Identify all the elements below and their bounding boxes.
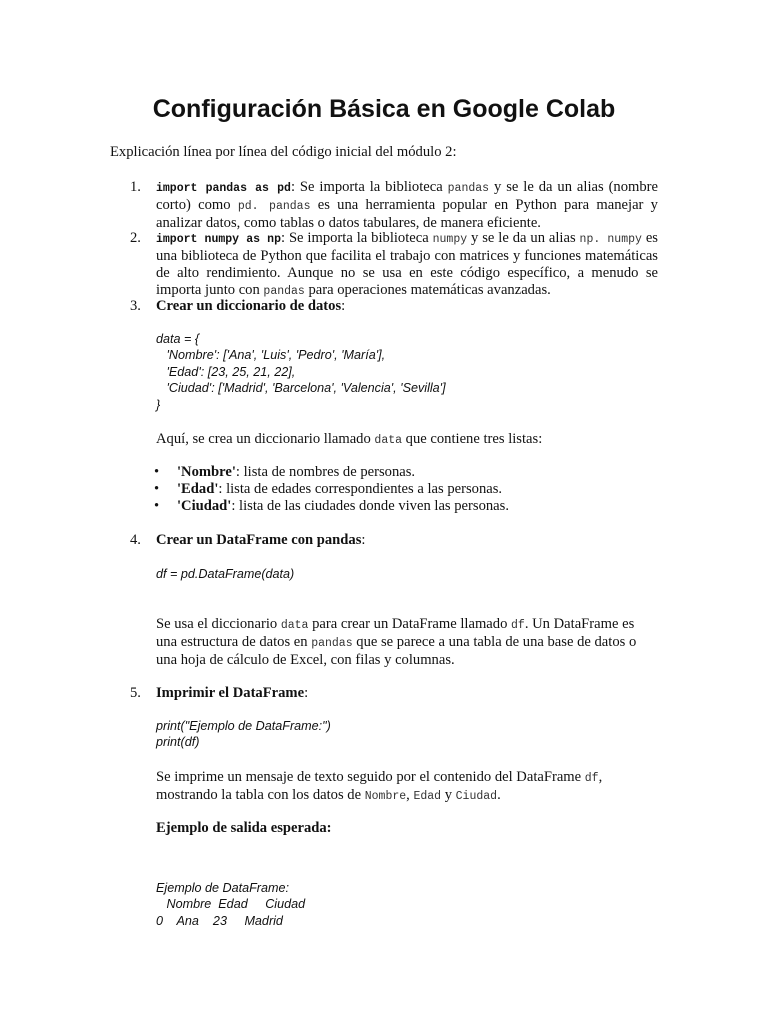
- item-1-text-a: : Se importa la biblioteca: [290, 179, 448, 195]
- output-block: [156, 880, 305, 929]
- code-line: }: [156, 397, 161, 412]
- item-2-code-pandas: pandas: [263, 285, 305, 298]
- item-5-paragraph-end: .: [497, 787, 501, 803]
- item-4-code-block: [156, 566, 294, 582]
- output-line: 0 Ana 23 Madrid: [156, 913, 283, 928]
- code-line: df = pd.DataFrame(data): [156, 567, 295, 581]
- item-2-text-d: para operaciones matemáticas avanzadas.: [304, 282, 551, 298]
- item-3-code-block: [156, 331, 446, 413]
- item-3-heading-line: [156, 298, 345, 315]
- output-line: Ejemplo de DataFrame:: [156, 881, 289, 895]
- item-4-paragraph-d: que se parece a una tabla de una base de datos o una hoja de cálculo de Excel, con filas y columnas.: [156, 634, 637, 668]
- item-3-heading: Crear un diccionario de datos: [156, 298, 342, 314]
- item-4-heading-line: [156, 532, 365, 549]
- list-item-text: : lista de edades correspondientes a las personas.: [218, 481, 503, 497]
- item-1-code-pd: pd. pandas: [237, 200, 311, 213]
- item-2-code-np: np. numpy: [579, 233, 642, 246]
- item-2-code-numpy: numpy: [432, 233, 468, 246]
- item-5-paragraph-a: Se imprime un mensaje de texto seguido por el contenido del DataFrame: [156, 769, 585, 785]
- code-line: print(df): [156, 735, 200, 750]
- item-2-text-a: : Se importa la biblioteca: [280, 230, 433, 246]
- bullet-icon: •: [154, 498, 160, 514]
- item-5-code-df: df: [584, 772, 599, 785]
- list-item-text: : lista de las ciudades donde viven las personas.: [231, 498, 509, 514]
- item-4-number: 4.: [130, 532, 141, 548]
- item-5-heading-line: [156, 685, 308, 702]
- list-item-key: 'Edad': [177, 481, 219, 497]
- item-5-heading: Imprimir el DataFrame: [156, 685, 305, 701]
- item-1-code: import pandas as pd: [156, 182, 291, 195]
- output-line: Nombre Edad Ciudad: [156, 897, 306, 912]
- item-5-separator: y: [441, 787, 456, 803]
- list-item: [177, 464, 415, 481]
- item-5-separator: ,: [406, 787, 414, 803]
- item-5-code-edad: Edad: [413, 790, 442, 803]
- code-line: print("Ejemplo de DataFrame:"): [156, 719, 331, 733]
- code-line: 'Ciudad': ['Madrid', 'Barcelona', 'Valencia', 'Sevilla']: [156, 381, 446, 396]
- item-5-code-nombre: Nombre: [364, 790, 407, 803]
- item-1-number: 1.: [130, 179, 141, 195]
- item-4-code-df: df: [511, 619, 525, 632]
- item-5-code-ciudad: Ciudad: [455, 790, 498, 803]
- output-heading: [156, 820, 332, 837]
- item-3-paragraph: [156, 431, 542, 449]
- item-4-paragraph: [156, 616, 656, 669]
- list-item: [177, 498, 509, 515]
- item-4-paragraph-b: para crear un DataFrame llamado: [308, 616, 512, 632]
- item-4-paragraph-a: Se usa el diccionario: [156, 616, 281, 632]
- output-heading-text: Ejemplo de salida esperada:: [156, 820, 332, 836]
- item-3-paragraph-b: que contiene tres listas:: [402, 431, 543, 447]
- item-5-colon: :: [304, 685, 309, 701]
- item-2-text-c: es una biblioteca de Python que facilita el trabajo con matrices y funciones matemáticas de alto rendimiento. Aunque no se usa en este código específico, a menudo se importa junto con: [156, 230, 658, 298]
- code-line: 'Nombre': ['Ana', 'Luis', 'Pedro', 'María'],: [156, 348, 386, 363]
- item-1-text: [156, 179, 658, 232]
- item-3-colon: :: [341, 298, 346, 314]
- item-2-text: [156, 230, 658, 300]
- item-4-heading: Crear un DataFrame con pandas: [156, 532, 362, 548]
- item-1-text-b: y se le da un alias (nombre corto) como: [156, 179, 659, 213]
- list-item-text: : lista de nombres de personas.: [235, 464, 416, 480]
- item-1-code-pandas: pandas: [447, 182, 490, 195]
- list-item-key: 'Ciudad': [177, 498, 232, 514]
- item-4-code-data: data: [280, 619, 309, 632]
- item-5-paragraph: [156, 769, 656, 805]
- page-title: Configuración Básica en Google Colab: [152, 95, 616, 123]
- item-4-code-pandas: pandas: [311, 637, 353, 650]
- bullet-icon: •: [154, 481, 160, 497]
- item-5-code-block: [156, 718, 331, 751]
- item-4-colon: :: [361, 532, 366, 548]
- item-2-code: import numpy as np: [156, 233, 281, 246]
- item-2-number: 2.: [130, 230, 141, 246]
- item-5-paragraph-b: , mostrando la tabla con los datos de: [156, 769, 603, 803]
- item-1-text-c: es una herramienta popular en Python para manejar y analizar datos, como tablas o datos tabulares, de manera eficiente.: [156, 197, 658, 231]
- item-3-number: 3.: [130, 298, 141, 314]
- item-3-code-data: data: [374, 434, 403, 447]
- code-line: data = {: [156, 332, 200, 346]
- code-line: 'Edad': [23, 25, 21, 22],: [156, 364, 296, 379]
- item-5-number: 5.: [130, 685, 141, 701]
- item-4-paragraph-c: . Un DataFrame es una estructura de datos en: [156, 616, 635, 650]
- item-3-paragraph-a: Aquí, se crea un diccionario llamado: [156, 431, 375, 447]
- bullet-icon: •: [154, 464, 160, 480]
- intro-text: Explicación línea por línea del código inicial del módulo 2:: [110, 144, 457, 160]
- list-item-key: 'Nombre': [177, 464, 236, 480]
- list-item: [177, 481, 502, 498]
- item-2-text-b: y se le da un alias: [467, 230, 580, 246]
